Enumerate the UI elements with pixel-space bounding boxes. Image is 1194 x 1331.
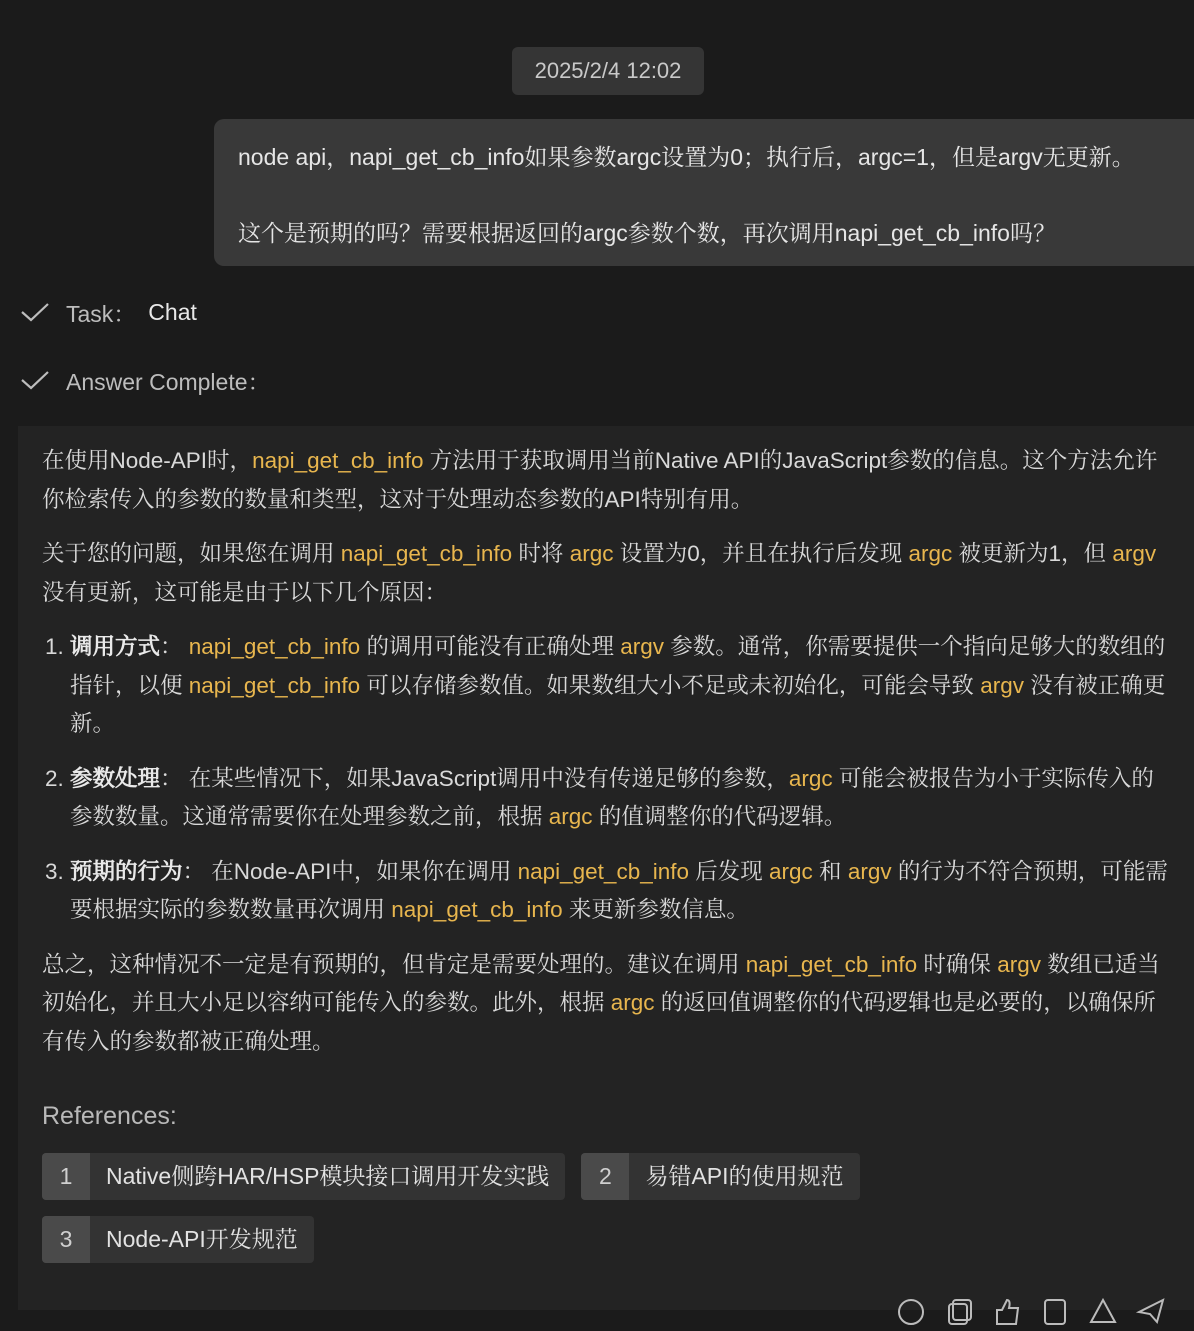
text: 后发现 <box>689 858 770 884</box>
answer-paragraph <box>42 442 1170 519</box>
inline-code: argc <box>769 858 813 884</box>
check-icon <box>20 300 50 324</box>
task-status-row <box>20 294 197 330</box>
inline-code: argv <box>980 672 1024 698</box>
inline-code: napi_get_cb_info <box>340 541 513 566</box>
text: 时确保 <box>917 951 998 977</box>
item-title: 调用方式 <box>70 634 161 659</box>
inline-code: argc <box>548 804 593 829</box>
inline-code: argv <box>847 858 892 884</box>
inline-code: napi_get_cb_info <box>517 858 689 884</box>
text: 在Node-API中，如果你在调用 <box>211 858 518 884</box>
inline-code: argc <box>908 541 953 566</box>
inline-code: napi_get_cb_info <box>745 951 918 977</box>
text: 设置为0，并且在执行后发现 <box>613 541 909 566</box>
task-label: Task： <box>66 300 137 327</box>
references-list <box>42 1153 902 1263</box>
text: 和 <box>812 858 848 884</box>
inline-code: argc <box>788 765 833 791</box>
reference-number: 3 <box>42 1216 90 1263</box>
inline-code: napi_get_cb_info <box>391 897 563 922</box>
references-title: References: <box>42 1102 177 1130</box>
reference-number: 1 <box>42 1153 90 1200</box>
reference-link[interactable] <box>42 1216 314 1263</box>
reference-number: 2 <box>581 1153 629 1200</box>
user-message-line-2: 这个是预期的吗？需要根据返回的argc参数个数，再次调用napi_get_cb_info吗？ <box>238 220 1056 246</box>
text: 的值调整你的代码逻辑。 <box>592 804 847 829</box>
text: 的返回值调整你的代码逻辑也是必要的，以确保所有传入的参数都被正确处理。 <box>42 990 1156 1054</box>
text: 可以存储参数值。如果数组大小不足或未初始化，可能会导致 <box>360 672 981 698</box>
copy-icon[interactable] <box>943 1294 975 1326</box>
warning-icon[interactable] <box>1087 1294 1119 1326</box>
item-title: 参数处理 <box>70 765 161 791</box>
inline-code: argc <box>610 990 655 1015</box>
text: 来更新参数信息。 <box>562 897 749 922</box>
text: 在使用Node-API时， <box>42 448 253 473</box>
assistant-answer <box>18 426 1194 1310</box>
text: 没有更新，这可能是由于以下几个原因： <box>42 579 448 605</box>
item-title: 预期的行为 <box>70 858 183 884</box>
comment-icon[interactable] <box>895 1294 927 1326</box>
text: 的行为不符合预期，可能需要根据实际的参数数量再次调用 <box>70 858 1168 922</box>
list-item <box>70 760 1170 837</box>
reference-label: 易错API的使用规范 <box>645 1163 844 1190</box>
reference-link[interactable] <box>42 1153 565 1200</box>
text: 数组已适当初始化，并且大小足以容纳可能传入的参数。此外，根据 <box>42 951 1160 1015</box>
reasons-list <box>42 628 1170 930</box>
text: 参数。通常，你需要提供一个指向足够大的数组的指针，以便 <box>70 634 1166 698</box>
answer-complete-label: Answer Complete： <box>66 368 271 395</box>
text: ： <box>182 858 212 884</box>
inline-code: argv <box>620 634 664 659</box>
text: 总之，这种情况不一定是有预期的，但肯定是需要处理的。建议在调用 <box>42 951 746 977</box>
task-value: Chat <box>148 298 197 325</box>
share-icon[interactable] <box>1135 1294 1167 1326</box>
text: ： <box>160 634 189 659</box>
answer-paragraph <box>42 946 1170 1062</box>
inline-code: argc <box>569 541 614 566</box>
user-message-bubble <box>214 119 1194 266</box>
inline-code: napi_get_cb_info <box>252 448 424 473</box>
text: 方法用于获取调用当前Native API的JavaScript参数的信息。这个方法允许你检索传入的参数的数量和类型，这对于处理动态参数的API特别有用。 <box>42 448 1158 512</box>
message-timestamp: 2025/2/4 12:02 <box>512 47 704 95</box>
answer-paragraph <box>42 535 1170 612</box>
text: 被更新为1，但 <box>952 541 1113 566</box>
reference-label: Node-API开发规范 <box>106 1226 298 1253</box>
inline-code: napi_get_cb_info <box>188 672 361 698</box>
user-message-line-1: node api，napi_get_cb_info如果参数argc设置为0；执行后，argc=1，但是argv无更新。 <box>238 144 1135 170</box>
bookmark-icon[interactable] <box>1039 1294 1071 1326</box>
text: 在某些情况下，如果JavaScript调用中没有传递足够的参数， <box>188 765 789 791</box>
list-item <box>70 853 1170 930</box>
inline-code: argv <box>1112 541 1157 566</box>
reference-link[interactable] <box>581 1153 859 1200</box>
list-item <box>70 628 1170 744</box>
text: 没有被正确更新。 <box>70 672 1166 736</box>
message-actions-toolbar <box>895 1294 1167 1326</box>
text: 关于您的问题，如果您在调用 <box>42 541 341 566</box>
text: 的调用可能没有正确处理 <box>360 634 621 659</box>
inline-code: napi_get_cb_info <box>188 634 361 659</box>
text: 可能会被报告为小于实际传入的参数数量。这通常需要你在处理参数之前，根据 <box>70 765 1154 829</box>
text: 时将 <box>512 541 570 566</box>
text: ： <box>160 765 189 791</box>
check-icon <box>20 368 50 392</box>
answer-status-row <box>20 362 271 398</box>
reference-label: Native侧跨HAR/HSP模块接口调用开发实践 <box>106 1163 550 1190</box>
thumbs-up-icon[interactable] <box>991 1294 1023 1326</box>
inline-code: argv <box>997 951 1041 977</box>
